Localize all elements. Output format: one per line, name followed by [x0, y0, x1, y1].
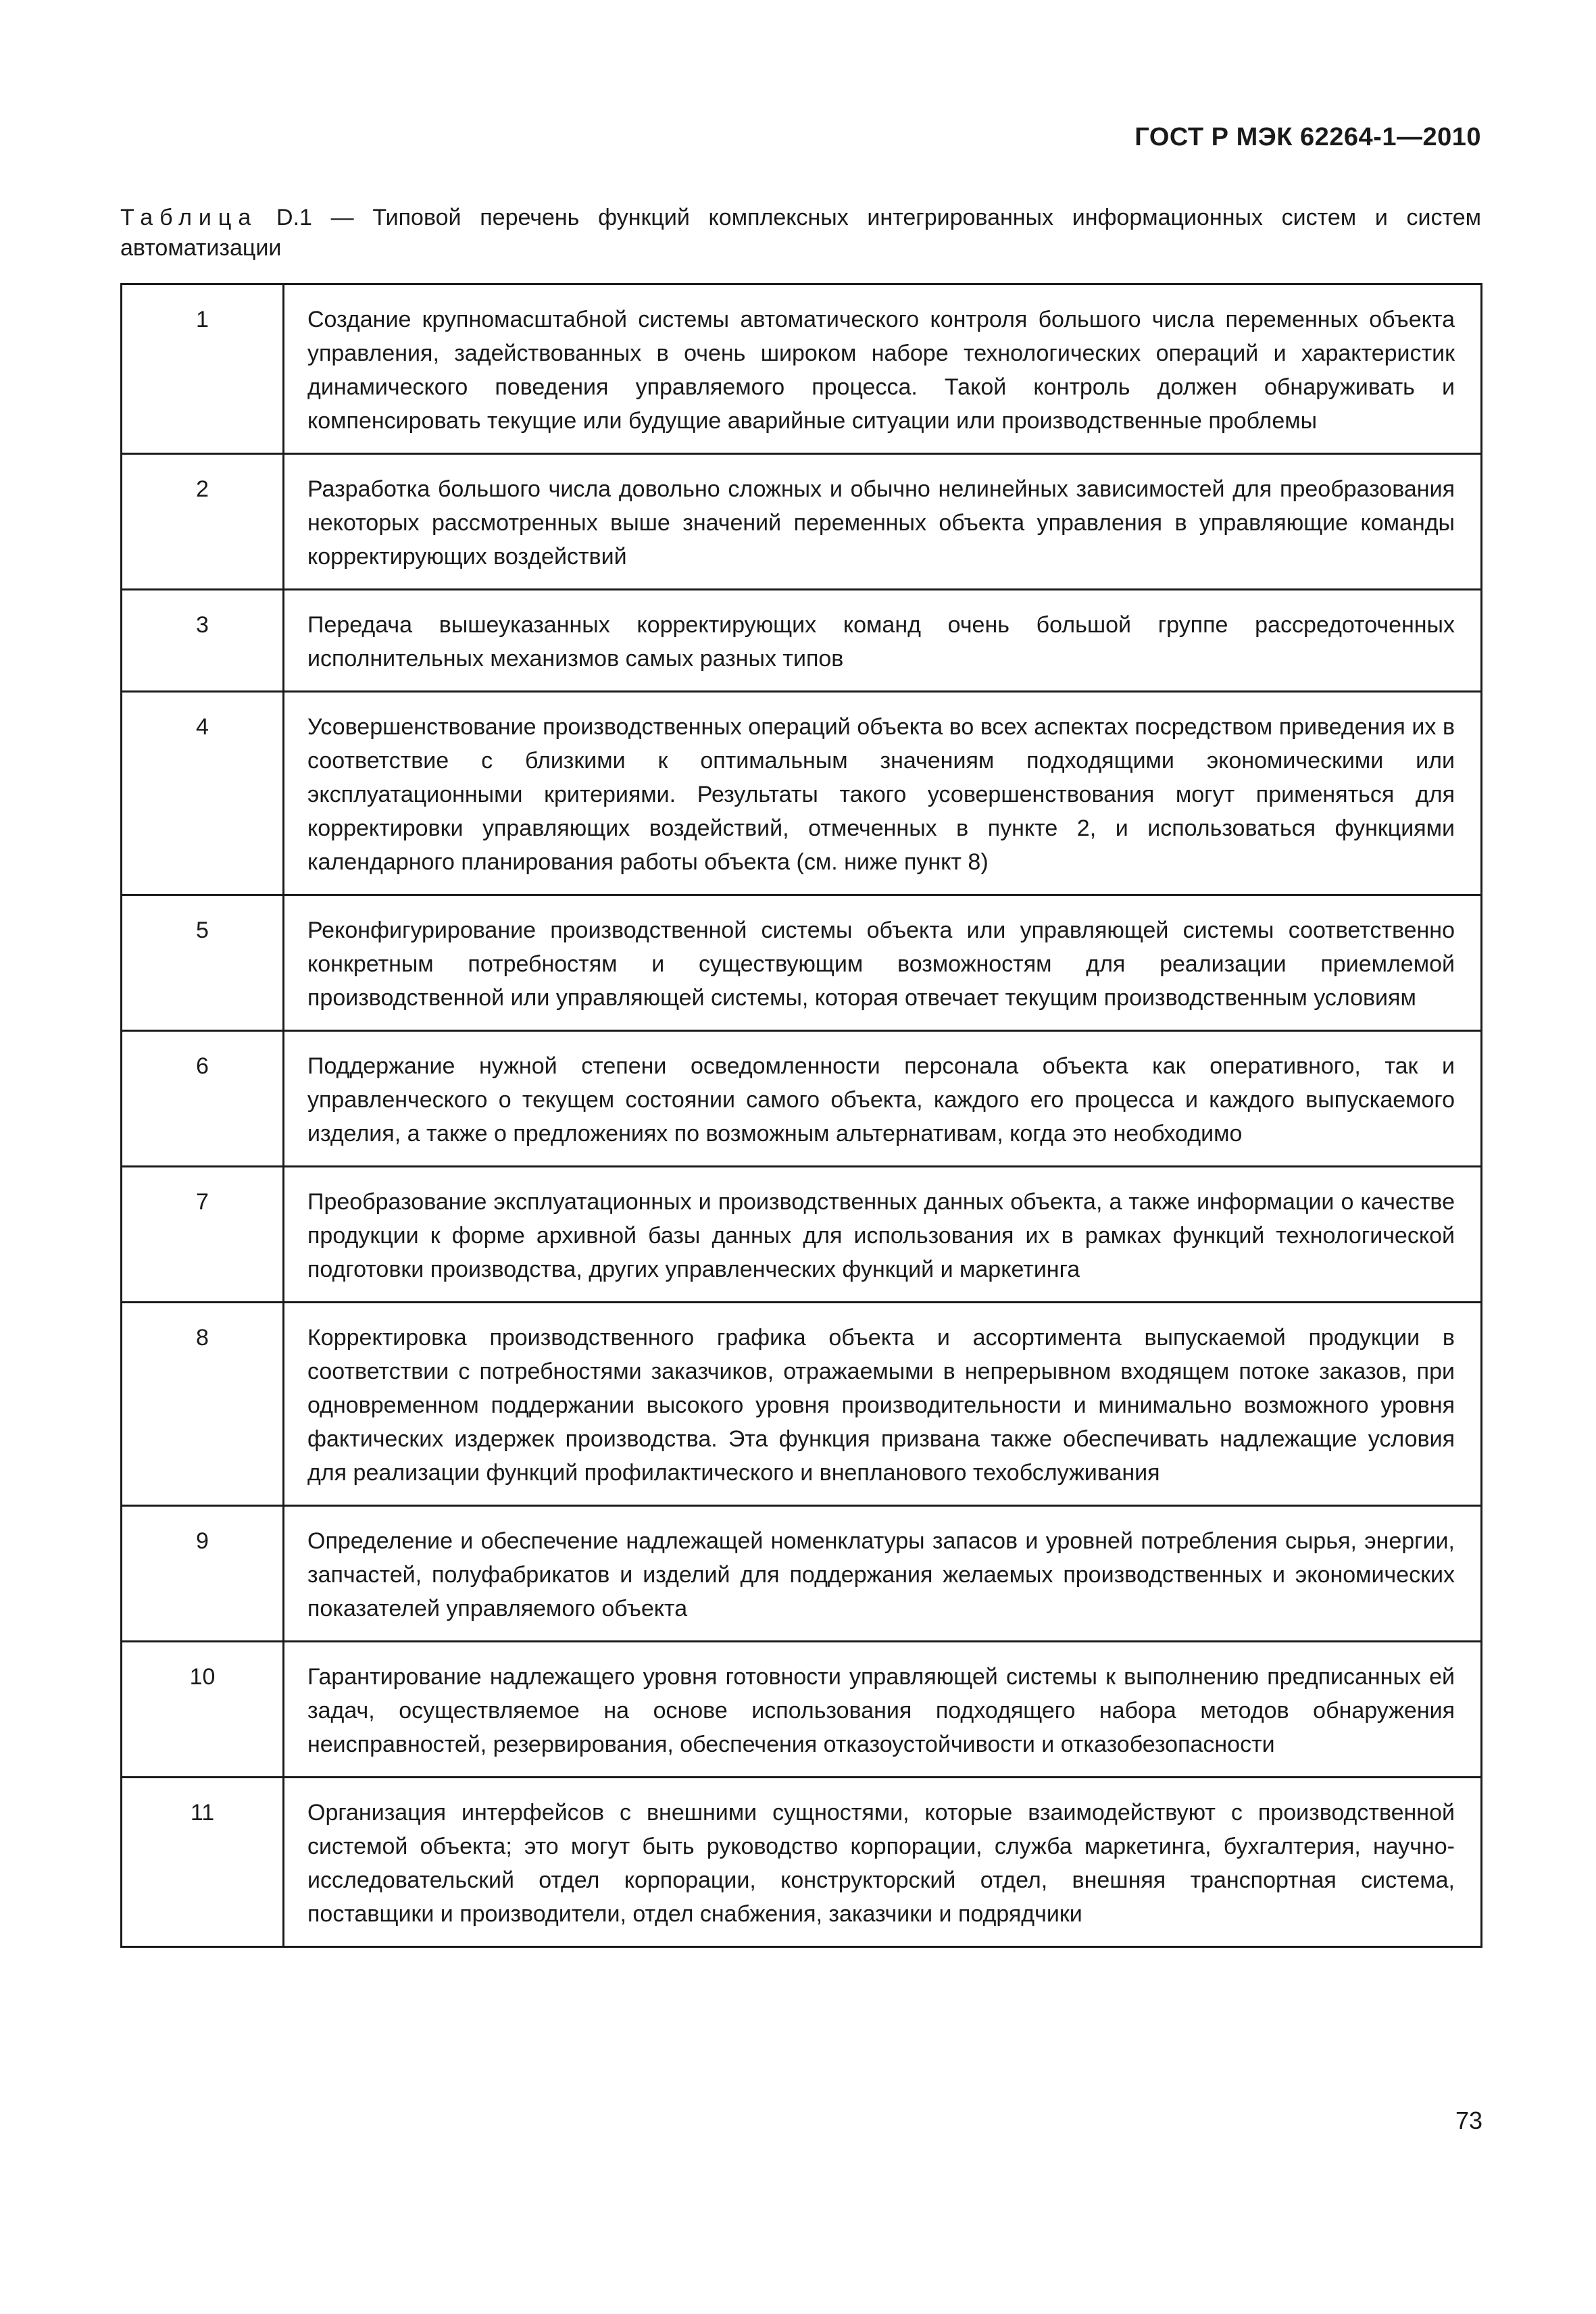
row-number: 11: [122, 1778, 284, 1947]
row-number: 6: [122, 1031, 284, 1167]
table-caption: [120, 203, 1481, 263]
row-function-text: Определение и обеспечение надлежащей номенклатуры запасов и уровней потребления сырья, энергии, запчастей, полуфабрикатов и изделий для поддержания желаемых производственных и экономических показателей управляемого объекта: [284, 1506, 1482, 1642]
row-function-text: Поддержание нужной степени осведомленности персонала объекта как оперативного, так и управленческого о текущем состоянии самого объекта, каждого его процесса и каждого выпускаемого изделия, а также о предложениях по возможным альтернативам, когда это необходимо: [284, 1031, 1482, 1167]
page-number: 73: [1455, 2107, 1482, 2134]
document-code: ГОСТ Р МЭК 62264-1—2010: [1134, 123, 1481, 151]
table-row: [122, 692, 1482, 895]
row-function-text: Передача вышеуказанных корректирующих команд очень большой группе рассредоточенных исполнительных механизмов самых разных типов: [284, 590, 1482, 692]
row-function-text: Организация интерфейсов с внешними сущностями, которые взаимодействуют с производственной системой объекта; это могут быть руководство корпорации, служба маркетинга, бухгалтерия, научно-исследовательский отдел корпорации, конструкторский отдел, внешняя транспортная система, поставщики и производители, отдел снабжения, заказчики и подрядчики: [284, 1778, 1482, 1947]
functions-table: [120, 283, 1482, 1948]
row-number: 10: [122, 1642, 284, 1778]
table-caption-label: Таблица: [120, 205, 258, 230]
table-row: [122, 590, 1482, 692]
table-caption-text: D.1 — Типовой перечень функций комплексных интегрированных информационных систем и систем автоматизации: [120, 205, 1481, 261]
row-number: 1: [122, 284, 284, 454]
row-number: 4: [122, 692, 284, 895]
row-number: 8: [122, 1303, 284, 1506]
table-row: [122, 895, 1482, 1031]
row-number: 7: [122, 1167, 284, 1303]
row-function-text: Реконфигурирование производственной системы объекта или управляющей системы соответственно конкретным потребностям и существующим возможностям для реализации приемлемой производственной или управляющей системы, которая отвечает текущим производственным условиям: [284, 895, 1482, 1031]
row-function-text: Создание крупномасштабной системы автоматического контроля большого числа переменных объекта управления, задействованных в очень широком наборе технологических операций и характеристик динамического поведения управляемого процесса. Такой контроль должен обнаруживать и компенсировать текущие или будущие аварийные ситуации или производственные проблемы: [284, 284, 1482, 454]
row-function-text: Преобразование эксплуатационных и производственных данных объекта, а также информации о качестве продукции к форме архивной базы данных для использования их в рамках функций технологической подготовки производства, других управленческих функций и маркетинга: [284, 1167, 1482, 1303]
table-row: [122, 1031, 1482, 1167]
row-function-text: Усовершенствование производственных операций объекта во всех аспектах посредством приведения их в соответствие с близкими к оптимальным значениям подходящими экономическими или эксплуатационными критериями. Результаты такого усовершенствования могут применяться для корректировки управляющих воздействий, отмеченных в пункте 2, и использоваться функциями календарного планирования работы объекта (см. ниже пункт 8): [284, 692, 1482, 895]
row-number: 2: [122, 454, 284, 590]
row-number: 9: [122, 1506, 284, 1642]
table-row: [122, 284, 1482, 454]
table-row: [122, 1642, 1482, 1778]
table-row: [122, 1506, 1482, 1642]
table-row: [122, 1778, 1482, 1947]
row-number: 5: [122, 895, 284, 1031]
row-number: 3: [122, 590, 284, 692]
table-row: [122, 1167, 1482, 1303]
table-row: [122, 1303, 1482, 1506]
table-row: [122, 454, 1482, 590]
row-function-text: Корректировка производственного графика объекта и ассортимента выпускаемой продукции в соответствии с потребностями заказчиков, отражаемыми в непрерывном входящем потоке заказов, при одновременном поддержании высокого уровня производительности и минимально возможного уровня фактических издержек производства. Эта функция призвана также обеспечивать надлежащие условия для реализации функций профилактического и внепланового техобслуживания: [284, 1303, 1482, 1506]
row-function-text: Гарантирование надлежащего уровня готовности управляющей системы к выполнению предписанных ей задач, осуществляемое на основе использования подходящего набора методов обнаружения неисправностей, резервирования, обеспечения отказоустойчивости и отказобезопасности: [284, 1642, 1482, 1778]
row-function-text: Разработка большого числа довольно сложных и обычно нелинейных зависимостей для преобразования некоторых рассмотренных выше значений переменных объекта управления в управляющие команды корректирующих воздействий: [284, 454, 1482, 590]
